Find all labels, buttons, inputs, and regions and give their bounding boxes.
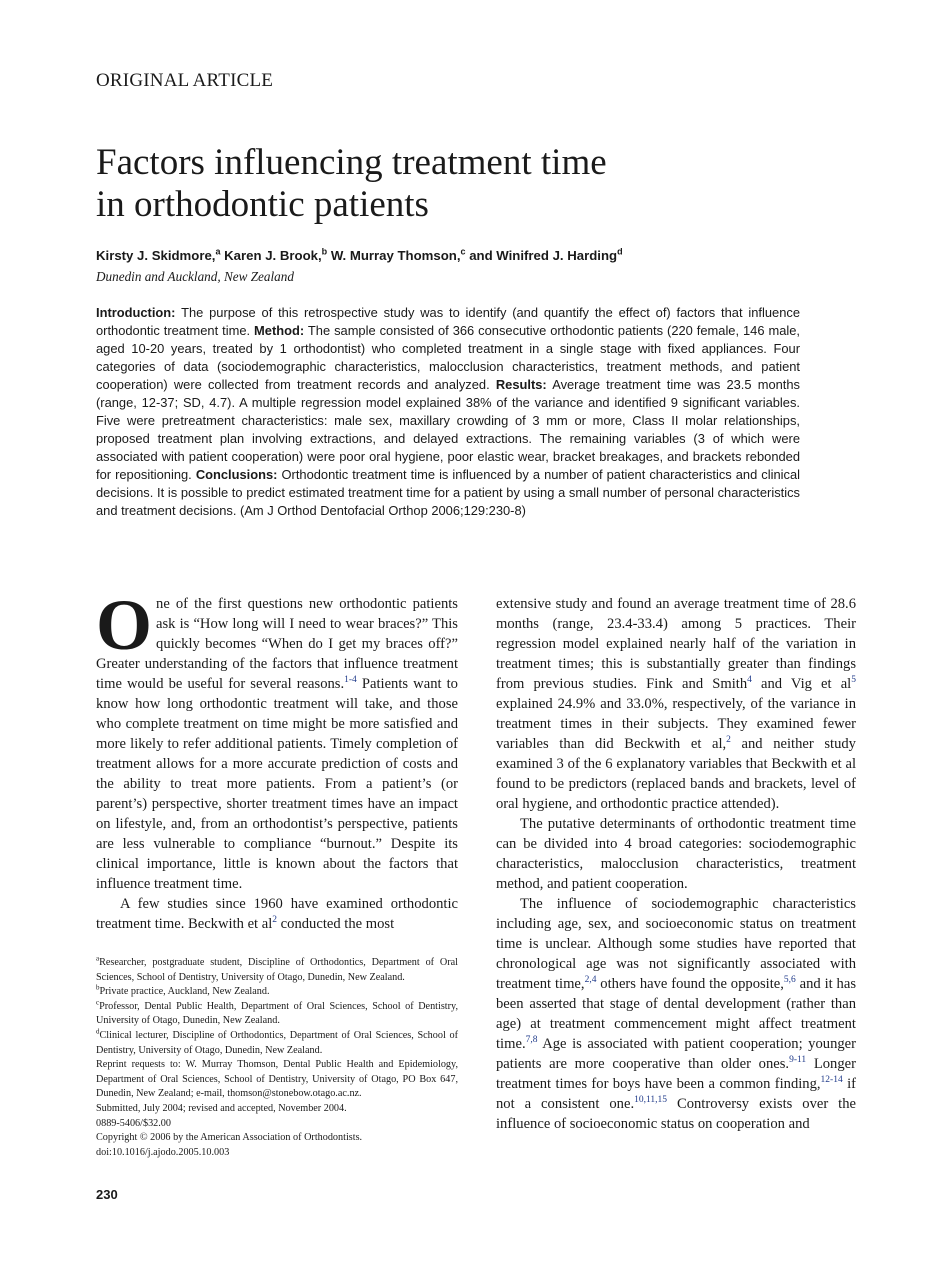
issn-price: 0889-5406/$32.00 bbox=[96, 1117, 171, 1129]
body-paragraph bbox=[496, 594, 856, 814]
footnote bbox=[96, 985, 458, 1000]
abstract-conclusions-label: Conclusions: bbox=[195, 467, 278, 482]
citation-link[interactable]: 4 bbox=[747, 675, 752, 686]
footnote bbox=[96, 1000, 458, 1029]
abstract-conclusions-text: Orthodontic treatment time is influenced by a number of patient characteristics and clinical decisions. It is possible to predict estimated treatment time for a patient by using a small number of personal characteristics and treatment decisions. (Am J Orthod Dentofacial Orthop 2006;129:230-8) bbox=[96, 467, 800, 518]
body-text: and it has been asserted that stage of dental development (rather than age) at treatment commencement might affect treatment time. bbox=[496, 976, 857, 1052]
citation-link[interactable]: 9-11 bbox=[789, 1055, 807, 1066]
abstract-introduction-text: The purpose of this retrospective study was to identify (and quantify the effect of) factors that influence orthodontic treatment time. bbox=[96, 305, 800, 338]
abstract bbox=[96, 304, 800, 520]
author-list bbox=[96, 248, 856, 263]
body-text: Age is associated with patient cooperation; younger patients are more cooperative than older ones. bbox=[496, 1036, 856, 1072]
citation-link[interactable]: 2 bbox=[726, 735, 731, 746]
section-label: ORIGINAL ARTICLE bbox=[96, 70, 274, 91]
citation-link[interactable]: 12-14 bbox=[820, 1075, 843, 1086]
footnote bbox=[96, 956, 458, 985]
citation-link[interactable]: 5 bbox=[851, 675, 856, 686]
footnotes bbox=[96, 956, 458, 1160]
body-text: if not a consistent one. bbox=[496, 1076, 856, 1112]
title-line-1: Factors influencing treatment time bbox=[96, 142, 607, 183]
article-title bbox=[96, 142, 856, 226]
body-text: explained 24.9% and 33.0%, respectively, of the variance in treatment times in their subjects. They examined fewer variables than did Beckwith et al, bbox=[496, 696, 856, 752]
reprint-requests: Reprint requests to: W. Murray Thomson, Dental Public Health and Epidemiology, Department of Oral Sciences, School of Dentistry, University of Otago, PO Box 647, Dunedin, New Zealand; e-mail, thomson@stonebow.otago.ac.nz. bbox=[96, 1059, 458, 1100]
body-column-left bbox=[96, 585, 458, 934]
body-paragraph bbox=[96, 585, 458, 894]
body-text: Controversy exists over the influence of socioeconomic status on cooperation and bbox=[496, 1096, 856, 1132]
citation-link[interactable]: 2 bbox=[272, 915, 278, 926]
citation-link[interactable]: 10,11,15 bbox=[634, 1095, 667, 1106]
author-affiliation-mark: b bbox=[321, 246, 328, 257]
footnote-text: Professor, Dental Public Health, Department of Oral Sciences, School of Dentistry, University of Otago, Dunedin, New Zealand. bbox=[96, 1000, 458, 1027]
abstract-results-text: Average treatment time was 23.5 months (range, 12-37; SD, 4.7). A multiple regression model explained 38% of the variance and identified 9 significant variables. Five were pretreatment characteristics: male sex, maxillary crowding of 3 mm or more, Class II molar relationships, proposed treatment plan involving extractions, and delayed extractions. The remaining variables (3 of which were associated with patient cooperation) were poor oral hygiene, poor elastic wear, bracket breakages, and brackets rebonded for repositioning. bbox=[96, 377, 800, 482]
body-text: A few studies since 1960 have examined orthodontic treatment time. Beckwith et al bbox=[96, 896, 458, 932]
footnote-mark: c bbox=[96, 998, 100, 1007]
body-text: extensive study and found an average treatment time of 28.6 months (range, 23.4-33.4) among 5 practices. Their regression model explained nearly half of the variation in treatment times; this is substantially greater than findings from previous studies. Fink and Smith bbox=[496, 596, 856, 692]
author-name: W. Murray Thomson, bbox=[330, 248, 461, 263]
footnote-mark: d bbox=[96, 1027, 100, 1036]
author-affiliation-mark: c bbox=[460, 246, 466, 257]
body-column-right bbox=[496, 594, 856, 1134]
body-paragraph bbox=[496, 894, 856, 1134]
body-text: ne of the first questions new orthodontic patients ask is “How long will I need to wear braces?” This quickly becomes “When do I get my braces off?” Greater understanding of the factors that influence treatment time would be useful for several reasons. bbox=[96, 596, 458, 692]
author-affiliation-mark: d bbox=[617, 246, 623, 257]
body-text: others have found the opposite, bbox=[596, 976, 784, 992]
citation-link[interactable]: 5,6 bbox=[783, 975, 796, 986]
author-location: Dunedin and Auckland, New Zealand bbox=[96, 269, 294, 284]
body-text: conducted the most bbox=[277, 916, 395, 932]
doi-link[interactable]: doi:10.1016/j.ajodo.2005.10.003 bbox=[96, 1146, 230, 1158]
abstract-method-label: Method: bbox=[254, 323, 305, 338]
body-paragraph: The putative determinants of orthodontic treatment time can be divided into 4 broad categories: sociodemographic characteristics, malocclusion characteristics, treatment method, and patient cooperation. bbox=[496, 816, 856, 892]
citation-link[interactable]: 7,8 bbox=[525, 1035, 538, 1046]
footnote-mark: a bbox=[96, 954, 100, 963]
author-name: and Winifred J. Harding bbox=[469, 248, 618, 263]
body-text: and Vig et al bbox=[751, 676, 852, 692]
title-line-2: in orthodontic patients bbox=[96, 184, 429, 225]
body-text: Patients want to know how long orthodontic treatment will take, and those who complete treatment on time might be more satisfied and more likely to refer additional patients. Timely completion of treatment allows for a more accurate prediction of costs and the ability to treat more patients. From a patient’s (or parent’s) perspective, shorter treatment times have an impact on lifestyle, and, from an orthodontist’s perspective, patients are less vulnerable to compliance “burnout.” Despite its clinical importance, little is known about the factors that influence treatment time. bbox=[96, 676, 458, 892]
body-text: and neither study examined 3 of the 6 explanatory variables that Beckwith et al found to be predictors (replaced bands and brackets, level of oral hygiene, and orthodontic practice attended). bbox=[496, 736, 856, 812]
submission-dates: Submitted, July 2004; revised and accepted, November 2004. bbox=[96, 1102, 347, 1114]
body-text: The influence of sociodemographic characteristics including age, sex, and socioeconomic status on treatment time is unclear. Although some studies have reported that chronological age was not significantly associated with treatment time, bbox=[496, 896, 856, 992]
body-text: Longer treatment times for boys have been a common finding, bbox=[496, 1056, 856, 1092]
citation-link[interactable]: 1-4 bbox=[344, 675, 357, 686]
citation-link[interactable]: 2,4 bbox=[584, 975, 597, 986]
footnote-text: Clinical lecturer, Discipline of Orthodontics, Department of Oral Sciences, School of Dentistry, University of Otago, Dunedin, New Zealand. bbox=[96, 1029, 458, 1056]
abstract-method-text: The sample consisted of 366 consecutive orthodontic patients (220 female, 146 male, aged 10-20 years, treated by 1 orthodontist) who completed treatment in a single stage with fixed appliances. Four categories of data (sociodemographic characteristics, malocclusion characteristics, treatment methods, and patient cooperation) were collected from treatment records and analyzed. bbox=[96, 323, 801, 392]
author-name: Karen J. Brook, bbox=[224, 248, 322, 263]
footnote bbox=[96, 1029, 458, 1058]
page-number: 230 bbox=[96, 1187, 118, 1202]
drop-cap: O bbox=[96, 585, 153, 665]
author-affiliation-mark: a bbox=[215, 246, 221, 257]
abstract-introduction-label: Introduction: bbox=[96, 305, 176, 320]
footnote-text: Researcher, postgraduate student, Discipline of Orthodontics, Department of Oral Sciences, School of Dentistry, University of Otago, Dunedin, New Zealand. bbox=[96, 957, 458, 983]
body-paragraph bbox=[96, 894, 458, 934]
author-name: Kirsty J. Skidmore, bbox=[96, 248, 216, 263]
copyright-notice: Copyright © 2006 by the American Association of Orthodontists. bbox=[96, 1132, 363, 1144]
abstract-results-label: Results: bbox=[495, 377, 547, 392]
footnote-text: Private practice, Auckland, New Zealand. bbox=[99, 986, 270, 998]
footnote-mark: b bbox=[96, 983, 100, 992]
